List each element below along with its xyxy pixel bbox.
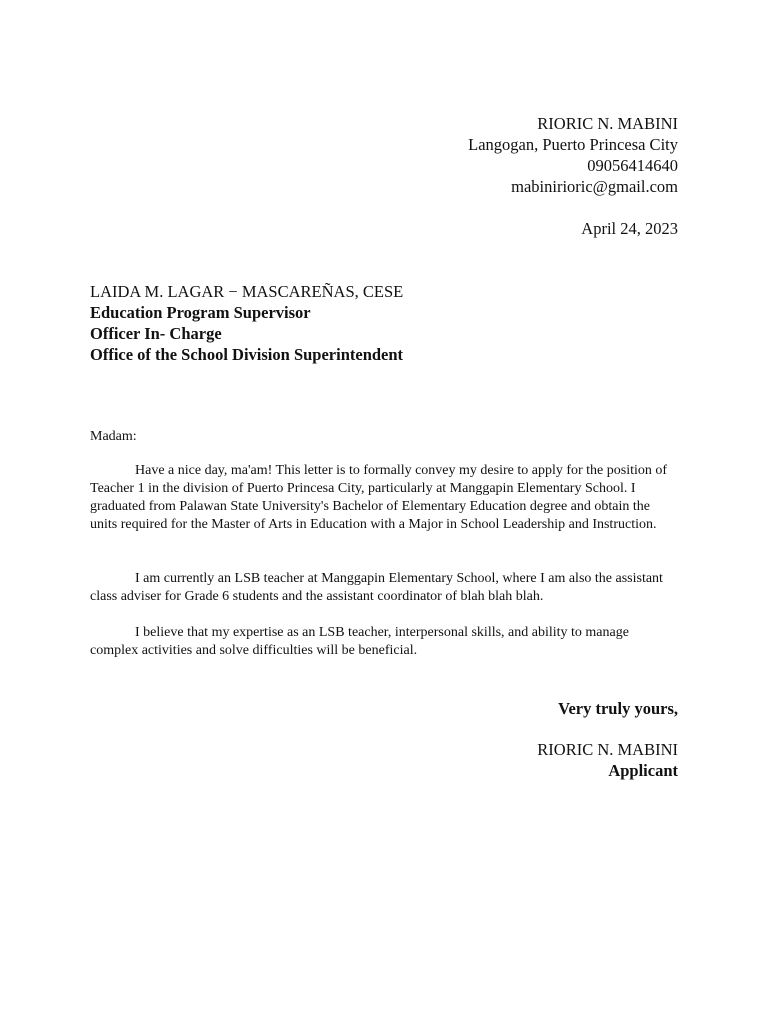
closing-line: Very truly yours,	[558, 699, 678, 718]
signature-block	[537, 739, 678, 781]
body-paragraph-2	[90, 570, 678, 606]
recipient-block	[90, 281, 403, 365]
sender-name: RIORIC N. MABINI	[537, 114, 678, 133]
paragraph-text: I believe that my expertise as an LSB teacher, interpersonal skills, and ability to manage complex activities and solve difficulties will be beneficial.	[90, 625, 629, 658]
signature-title: Applicant	[608, 761, 678, 780]
paragraph-text: I am currently an LSB teacher at Manggapin Elementary School, where I am also the assistant class adviser for Grade 6 students and the assistant coordinator of blah blah blah.	[90, 571, 663, 604]
recipient-position: Education Program Supervisor	[90, 303, 311, 322]
letter-date: April 24, 2023	[581, 219, 678, 238]
body-paragraph-1	[90, 462, 678, 534]
sender-block	[468, 113, 678, 197]
sender-phone: 09056414640	[587, 156, 678, 175]
body-paragraph-3	[90, 624, 678, 660]
sender-address: Langogan, Puerto Princesa City	[468, 135, 678, 154]
recipient-role: Officer In- Charge	[90, 324, 222, 343]
paragraph-text: Have a nice day, ma'am! This letter is to formally convey my desire to apply for the position of Teacher 1 in the division of Puerto Princesa City, particularly at Manggapin Elementary School. I graduated from Palawan State University's Bachelor of Elementary Education degree and obtain the units required for the Master of Arts in Education with a Major in School Leadership and Instruction.	[90, 463, 668, 532]
salutation: Madam:	[90, 429, 137, 444]
signature-name: RIORIC N. MABINI	[537, 740, 678, 759]
recipient-name: LAIDA M. LAGAR − MASCAREÑAS, CESE	[90, 282, 404, 301]
sender-email: mabinirioric@gmail.com	[511, 177, 678, 196]
recipient-office: Office of the School Division Superintendent	[90, 345, 404, 364]
